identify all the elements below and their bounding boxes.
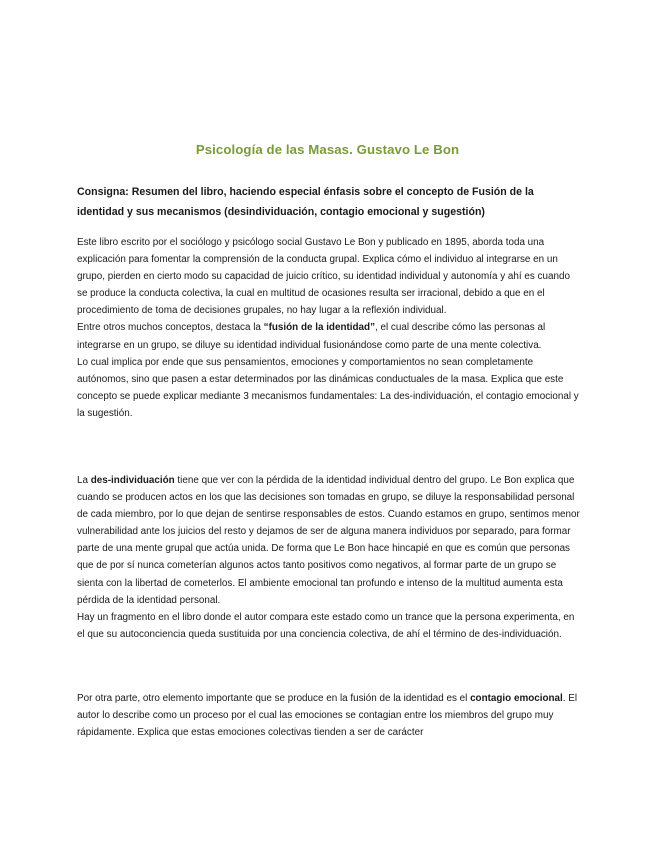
assignment-text: Resumen del libro, haciendo especial énfasis sobre el concepto de Fusión de la identidad y sus mecanismos (desindividuación, contagio emocional y sugestión) (77, 186, 534, 218)
paragraph-6 (77, 690, 580, 741)
paragraph-5: Hay un fragmento en el libro donde el autor compara este estado como un trance que la persona experimenta, en el que su autoconciencia queda sustituida por una conciencia colectiva, de ahí el término de des-individuación. (77, 611, 575, 640)
paragraph-4-text-b: tiene que ver con la pérdida de la identidad individual dentro del grupo. Le Bon explica que cuando se producen actos en los que las decisiones son tomadas en grupo, se diluye la responsabilidad personal de cada miembro, por lo que dejan de sentirse responsables de estos. Cuando estamos en grupo, sentimos menor vulnerabilidad ante los juicios del resto y dejamos de ser de alguna manera individuos por separado, para formar parte de una mente grupal que actúa unida. De forma que Le Bon hace hincapié en que es común que personas que de por sí nunca cometerían algunos actos tanto positivos como negativos, al formar parte de un grupo se sienta con la libertad de cometerlos. El ambiente emocional tan profundo e intenso de la multitud aumenta esta pérdida de la identidad personal. (77, 475, 580, 606)
paragraph-2 (77, 319, 580, 353)
paragraph-2-text-a: Entre otros muchos conceptos, destaca la (77, 322, 264, 334)
paragraph-3: Lo cual implica por ende que sus pensamientos, emociones y comportamientos no sean completamente autónomos, sino que pasen a estar determinados por las dinámicas conductuales de la masa. Explica que este concepto se puede explicar mediante 3 mecanismos fundamentales: La des-individuación, el contagio emocional y la sugestión. (77, 356, 579, 419)
contagion-section (77, 690, 580, 741)
assignment-prompt (77, 182, 577, 222)
paragraph-4-emphasis: des-individuación (90, 475, 175, 486)
paragraph-2-text-b: , el cual describe cómo las personas al integrarse en un grupo, se diluye su identidad individual fusionándose como parte de una mente colectiva. (77, 322, 546, 351)
paragraph-4 (77, 472, 580, 609)
paragraph-1: Este libro escrito por el sociólogo y psicólogo social Gustavo Le Bon y publicado en 1895, aborda toda una explicación para fomentar la comprensión de la conducta grupal. Explica cómo el individuo al integrarse en un grupo, pierden en cierto modo su capacidad de juicio crítico, su identidad individual y autonomía y ahí es cuando se produce la conducta colectiva, la cual en multitud de ocasiones resulta ser irracional, debido a que en el procedimiento de toma de decisiones grupales, no hay lugar a la reflexión individual. (77, 237, 570, 317)
paragraph-6-emphasis: contagio emocional (470, 693, 563, 704)
intro-section (77, 234, 580, 422)
paragraph-6-text-b: . El autor lo describe como un proceso por el cual las emociones se contagian entre los miembros del grupo muy rápidamente. Explica que estas emociones colectivas tienden a ser de carácter (77, 693, 578, 739)
paragraph-4-text-a: La (77, 475, 91, 486)
assignment-label: Consigna: (77, 186, 129, 198)
paragraph-2-emphasis: “fusión de la identidad” (263, 322, 376, 334)
deindividuation-section (77, 472, 580, 643)
paragraph-6-text-a: Por otra parte, otro elemento importante que se produce en la fusión de la identidad es el (77, 693, 471, 704)
document-title: Psicología de las Masas. Gustavo Le Bon (195, 142, 460, 157)
